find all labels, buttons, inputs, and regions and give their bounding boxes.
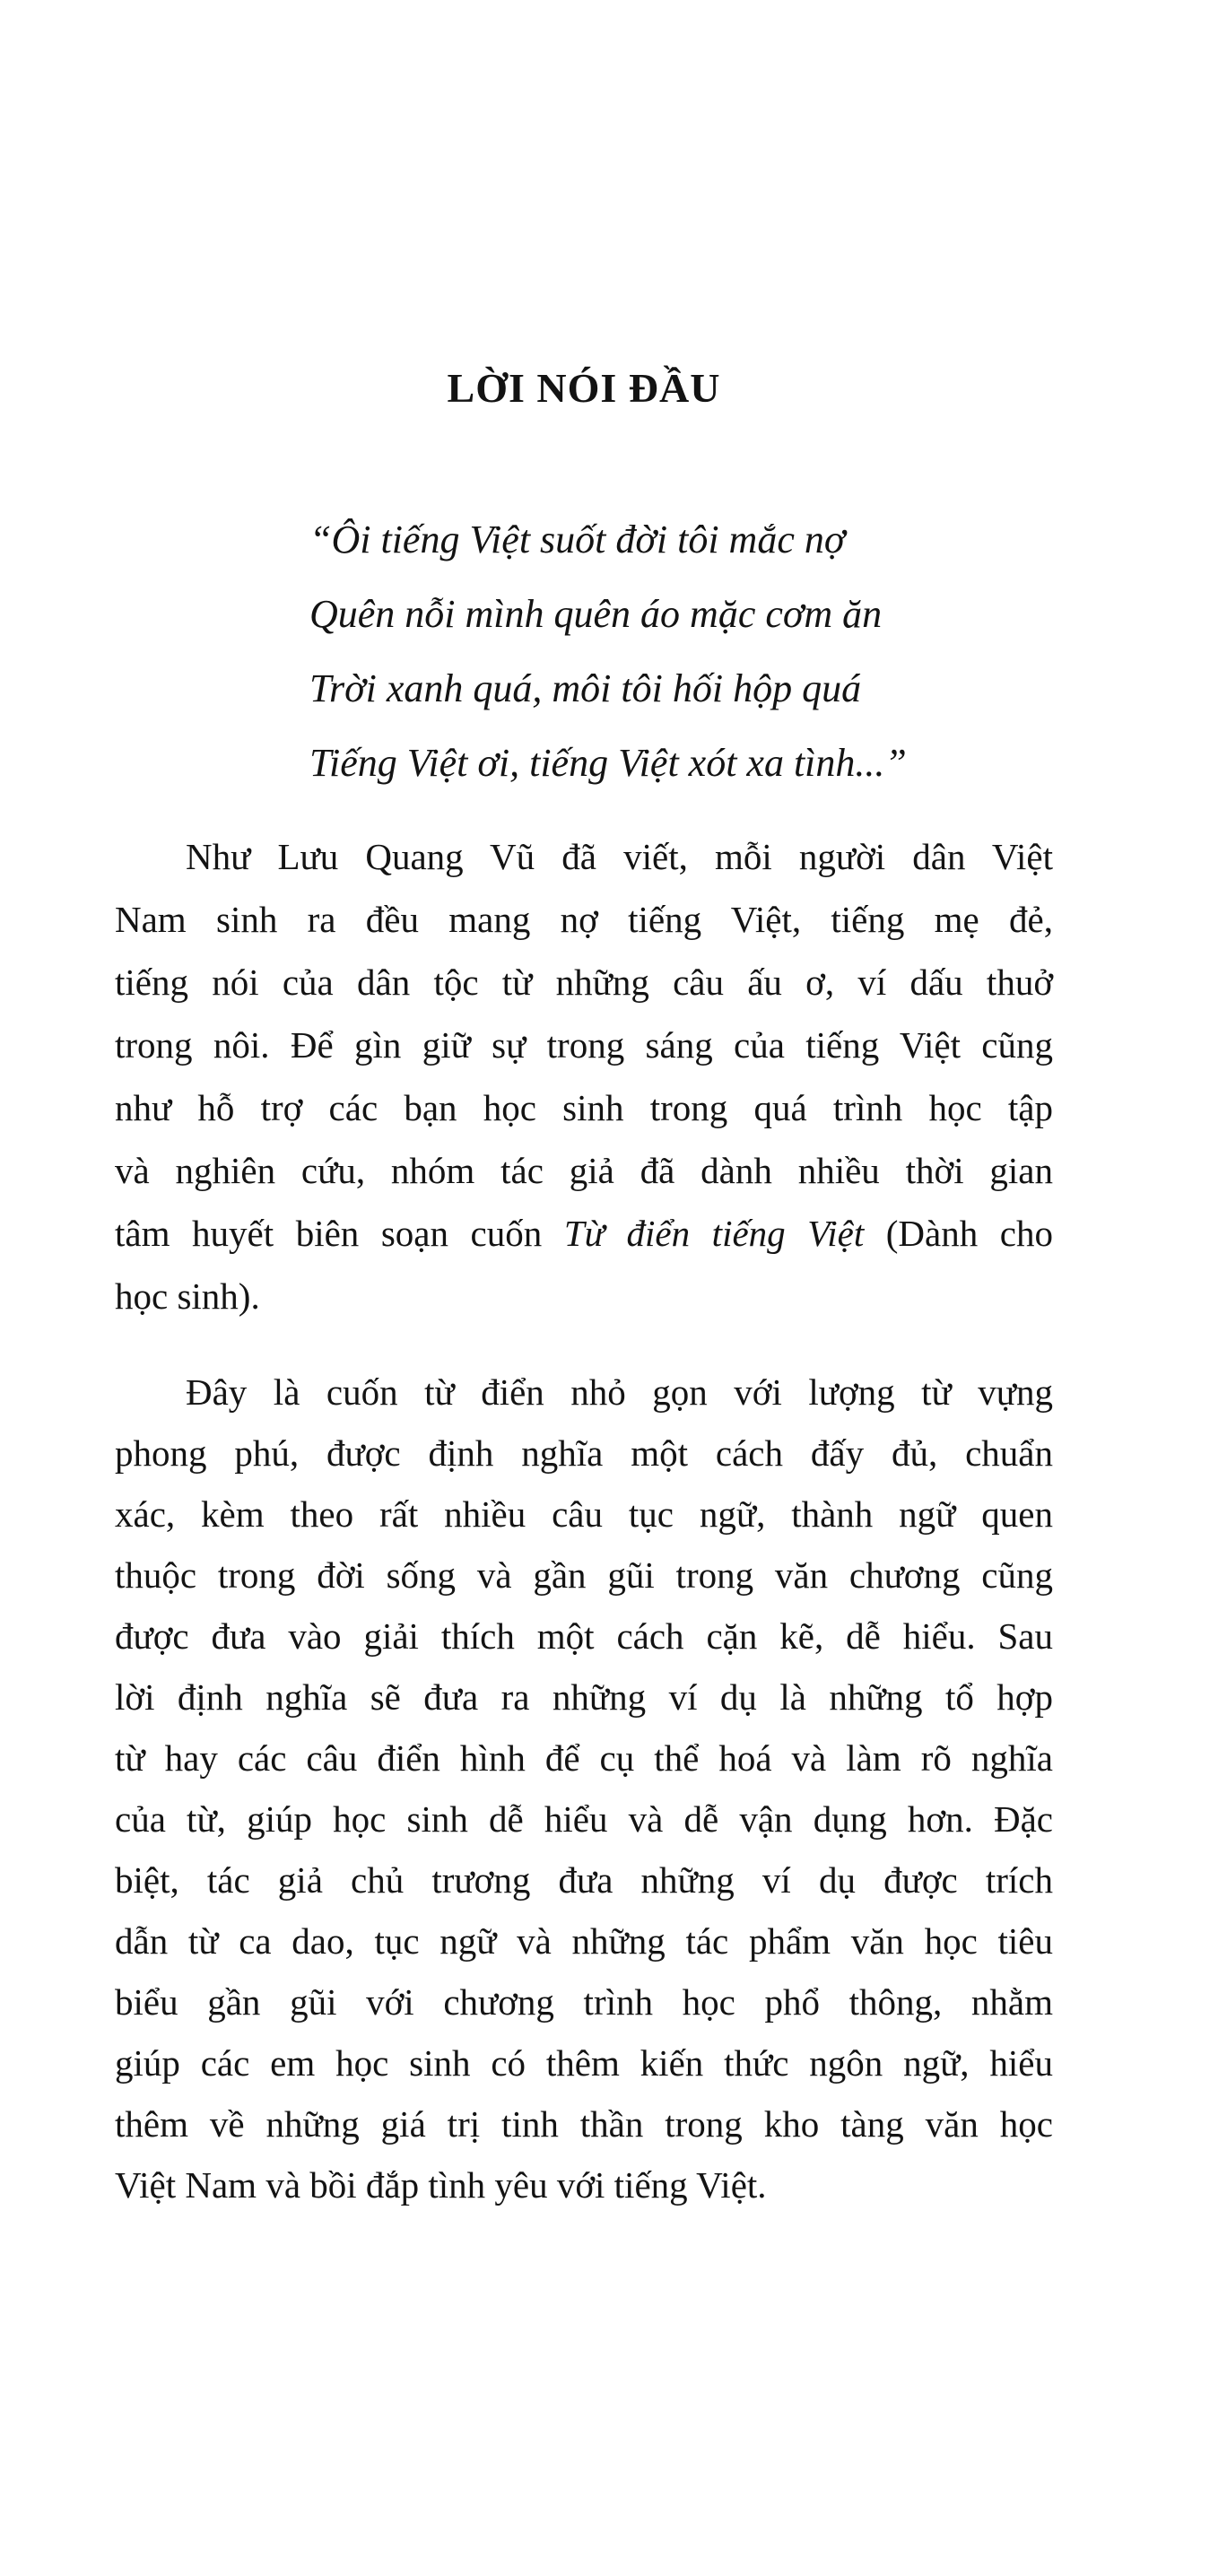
text-line: thêm về những giá trị tinh thần trong kho tàng văn học bbox=[115, 2103, 1053, 2145]
text-line: Việt Nam và bồi đắp tình yêu với tiếng Việt. bbox=[115, 2164, 767, 2206]
text-line: Đây là cuốn từ điển nhỏ gọn với lượng từ vựng bbox=[186, 1371, 1053, 1413]
text-line: Như Lưu Quang Vũ đã viết, mỗi người dân Việt bbox=[186, 836, 1053, 877]
text-line: phong phú, được định nghĩa một cách đấy đủ, chuẩn bbox=[115, 1432, 1053, 1474]
text-line: giúp các em học sinh có thêm kiến thức ngôn ngữ, hiểu bbox=[115, 2042, 1053, 2084]
text-line: tiếng nói của dân tộc từ những câu ấu ơ, ví dấu thuở bbox=[115, 962, 1053, 1003]
text-line: Quên nỗi mình quên áo mặc cơm ăn bbox=[309, 592, 883, 636]
text-line: xác, kèm theo rất nhiều câu tục ngữ, thành ngữ quen bbox=[115, 1493, 1053, 1535]
text-line: biểu gần gũi với chương trình học phổ thông, nhằm bbox=[115, 1981, 1053, 2023]
poem-quote bbox=[309, 502, 907, 800]
text-line: Trời xanh quá, môi tôi hối hộp quá bbox=[309, 666, 862, 710]
book-title-text: Từ điển tiếng Việt bbox=[563, 1213, 865, 1254]
text-line: biệt, tác giả chủ trương đưa những ví dụ được trích bbox=[115, 1859, 1053, 1901]
text-line: được đưa vào giải thích một cách cặn kẽ, dễ hiểu. Sau bbox=[115, 1615, 1053, 1657]
text-line bbox=[115, 1202, 1053, 1265]
preface-title: LỜI NÓI ĐẦU bbox=[447, 365, 721, 411]
text-segment: (Dành cho bbox=[864, 1213, 1053, 1254]
text-line: học sinh). bbox=[115, 1275, 260, 1317]
text-line: dẫn từ ca dao, tục ngữ và những tác phẩm văn học tiêu bbox=[115, 1920, 1053, 1962]
text-line: của từ, giúp học sinh dễ hiểu và dễ vận dụng hơn. Đặc bbox=[115, 1798, 1053, 1840]
text-line: Nam sinh ra đều mang nợ tiếng Việt, tiếng mẹ đẻ, bbox=[115, 899, 1053, 940]
paragraph bbox=[115, 825, 1053, 1327]
text-segment: tâm huyết biên soạn cuốn bbox=[115, 1213, 564, 1254]
text-line: Tiếng Việt ơi, tiếng Việt xót xa tình...” bbox=[309, 741, 907, 785]
text-line: thuộc trong đời sống và gần gũi trong văn chương cũng bbox=[115, 1554, 1053, 1596]
text-line: như hỗ trợ các bạn học sinh trong quá trình học tập bbox=[115, 1087, 1053, 1128]
text-line: trong nôi. Để gìn giữ sự trong sáng của tiếng Việt cũng bbox=[115, 1024, 1053, 1066]
text-line: “Ôi tiếng Việt suốt đời tôi mắc nợ bbox=[309, 518, 846, 561]
text-line: từ hay các câu điển hình để cụ thể hoá và làm rõ nghĩa bbox=[115, 1737, 1053, 1779]
text-line: và nghiên cứu, nhóm tác giả đã dành nhiều thời gian bbox=[115, 1150, 1053, 1191]
paragraph bbox=[115, 1362, 1053, 2215]
text-line: lời định nghĩa sẽ đưa ra những ví dụ là những tổ hợp bbox=[115, 1676, 1053, 1718]
